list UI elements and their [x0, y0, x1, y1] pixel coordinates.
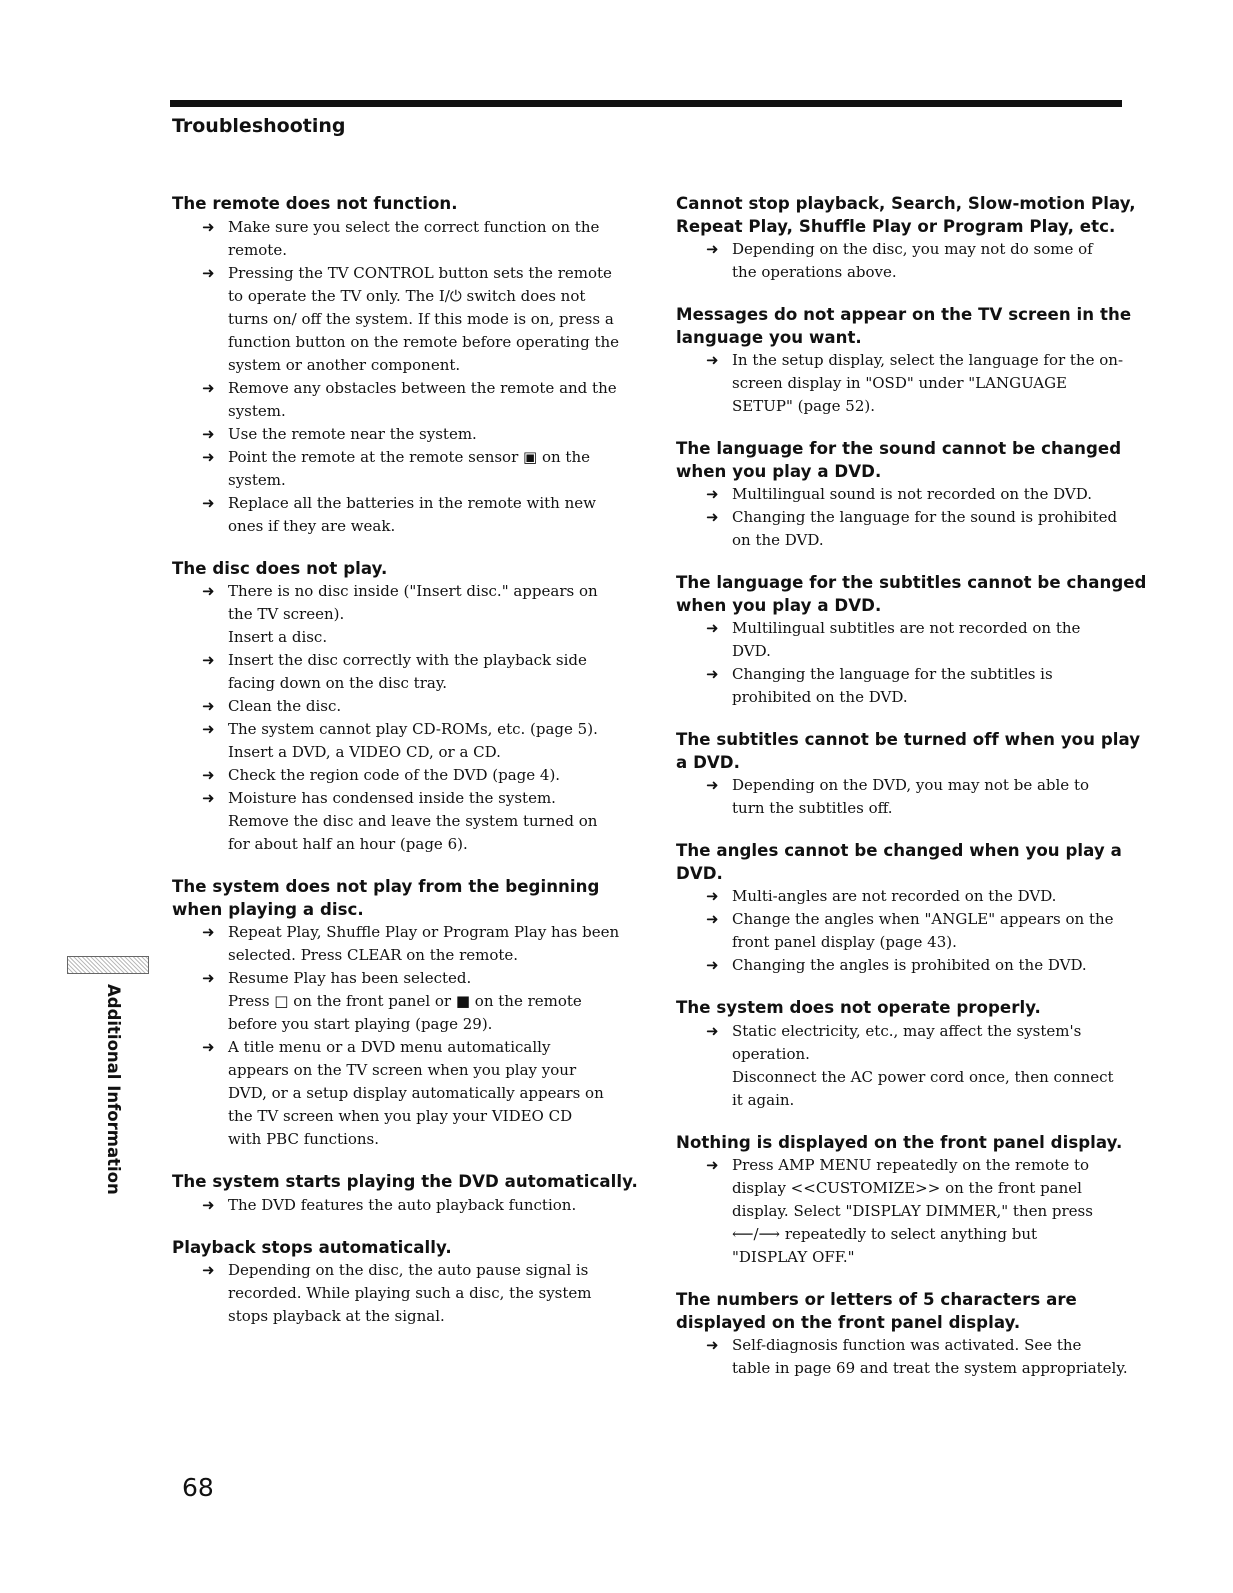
troubleshooting-topic	[676, 193, 1146, 284]
heading-line: The numbers or letters of 5 characters are	[676, 1290, 1077, 1309]
remedy-line: front panel display (page 43).	[732, 933, 957, 951]
remedy-line: Insert the disc correctly with the playback side	[228, 651, 587, 669]
remedy-line: Replace all the batteries in the remote with new	[228, 493, 596, 512]
remedy-item	[172, 764, 642, 787]
remedy-line: Remove the disc and leave the system turned on	[228, 812, 598, 830]
right-arrow-icon: ➜	[202, 651, 215, 669]
remedy-list	[676, 774, 1146, 820]
topic-heading	[676, 438, 1146, 483]
remedy-line: Changing the language for the subtitles is	[732, 665, 1053, 683]
remedy-line: on the DVD.	[732, 531, 824, 549]
remedy-list	[676, 349, 1146, 418]
remedy-item	[676, 908, 1146, 954]
right-arrow-icon: ➜	[202, 493, 215, 512]
remedy-item	[676, 954, 1146, 977]
remedy-line: Changing the language for the sound is prohibited	[732, 508, 1118, 526]
remedy-line: Multilingual subtitles are not recorded on the	[732, 619, 1081, 637]
remedy-line: ones if they are weak.	[228, 516, 396, 535]
heading-line: The system does not play from the beginning	[172, 877, 600, 896]
section-title: Troubleshooting	[172, 115, 346, 137]
remedy-line: appears on the TV screen when you play your	[228, 1061, 577, 1079]
remedy-line: Depending on the disc, you may not do some of	[732, 240, 1093, 258]
remedy-list	[172, 216, 642, 538]
remedy-line: the TV screen).	[228, 605, 345, 623]
heading-line: when you play a DVD.	[676, 461, 882, 481]
remedy-line: Check the region code of the DVD (page 4).	[228, 766, 561, 784]
remedy-line: facing down on the disc tray.	[228, 674, 448, 692]
remedy-line: recorded. While playing such a disc, the system	[228, 1284, 592, 1302]
remedy-line: Multi-angles are not recorded on the DVD.	[732, 887, 1057, 905]
heading-line: DVD.	[676, 863, 723, 883]
heading-line: The system does not operate properly.	[676, 998, 1041, 1017]
remedy-line: display. Select "DISPLAY DIMMER," then press	[732, 1202, 1093, 1220]
remedy-line: DVD.	[732, 642, 771, 660]
remedy-item	[676, 506, 1146, 552]
remedy-item	[172, 921, 642, 967]
topic-heading	[676, 997, 1146, 1020]
remedy-item	[676, 617, 1146, 663]
remedy-list	[676, 238, 1146, 284]
topic-heading	[172, 558, 642, 581]
remedy-line: Pressing the TV CONTROL button sets the remote	[228, 263, 612, 282]
right-arrow-icon: ➜	[202, 582, 215, 600]
heading-line: The remote does not function.	[172, 194, 458, 213]
remedy-line: stops playback at the signal.	[228, 1307, 445, 1325]
heading-line: Cannot stop playback, Search, Slow-motion Play,	[676, 194, 1136, 213]
remedy-line: remote.	[228, 240, 287, 259]
heading-line: displayed on the front panel display.	[676, 1312, 1021, 1332]
remedy-item	[676, 1334, 1146, 1380]
remedy-line: the operations above.	[732, 263, 897, 281]
heading-line: Nothing is displayed on the front panel display.	[676, 1132, 1123, 1152]
troubleshooting-topic	[172, 193, 642, 538]
remedy-item	[172, 262, 642, 377]
right-arrow-icon: ➜	[202, 720, 215, 738]
remedy-list	[676, 885, 1146, 977]
right-arrow-icon: ➜	[706, 1156, 719, 1174]
remedy-item	[172, 695, 642, 718]
remedy-line: Point the remote at the remote sensor ▣ on the	[228, 447, 590, 466]
remedy-line: table in page 69 and treat the system appropriately.	[732, 1359, 1128, 1377]
remedy-line: system.	[228, 401, 286, 420]
right-arrow-icon: ➜	[202, 1261, 215, 1279]
remedy-item	[676, 483, 1146, 506]
remedy-line: The system cannot play CD-ROMs, etc. (page 5).	[228, 720, 598, 738]
right-arrow-icon: ➜	[202, 1038, 215, 1056]
remedy-list	[676, 1154, 1146, 1269]
remedy-line: DVD, or a setup display automatically appears on	[228, 1084, 604, 1102]
remedy-item	[172, 580, 642, 649]
remedy-item	[676, 774, 1146, 820]
right-arrow-icon: ➜	[202, 424, 215, 443]
remedy-line: Press AMP MENU repeatedly on the remote to	[732, 1156, 1090, 1174]
remedy-line: Remove any obstacles between the remote and the	[228, 378, 617, 397]
remedy-line: Insert a DVD, a VIDEO CD, or a CD.	[228, 743, 501, 761]
remedy-list	[172, 921, 642, 1151]
topic-heading	[172, 876, 642, 921]
remedy-line: function button on the remote before operating the	[228, 332, 620, 351]
remedy-item	[172, 1194, 642, 1217]
troubleshooting-topic	[676, 729, 1146, 820]
remedy-line: Clean the disc.	[228, 697, 342, 715]
remedy-line: A title menu or a DVD menu automatically	[228, 1038, 551, 1056]
side-tab-marker	[67, 956, 149, 974]
remedy-line: Depending on the disc, the auto pause signal is	[228, 1261, 589, 1279]
remedy-line: Repeat Play, Shuffle Play or Program Play has been	[228, 923, 620, 941]
right-arrow-icon: ➜	[706, 910, 719, 928]
remedy-line: ⟵/⟶ repeatedly to select anything but	[732, 1225, 1038, 1243]
topic-heading	[172, 1171, 642, 1194]
remedy-item	[172, 718, 642, 764]
heading-line: Playback stops automatically.	[172, 1237, 452, 1257]
remedy-line: system or another component.	[228, 355, 461, 374]
right-arrow-icon: ➜	[706, 665, 719, 683]
remedy-item	[172, 967, 642, 1036]
troubleshooting-topic	[172, 1171, 642, 1217]
troubleshooting-topic	[676, 572, 1146, 709]
remedy-line: There is no disc inside ("Insert disc." appears on	[228, 582, 598, 600]
troubleshooting-topic	[676, 1132, 1146, 1270]
remedy-line: Disconnect the AC power cord once, then connect	[732, 1067, 1114, 1086]
remedy-list	[172, 1194, 642, 1217]
remedy-line: for about half an hour (page 6).	[228, 835, 468, 853]
right-arrow-icon: ➜	[706, 240, 719, 258]
remedy-item	[172, 649, 642, 695]
right-column	[676, 193, 1146, 1400]
remedy-line: with PBC functions.	[228, 1130, 379, 1148]
heading-line: The angles cannot be changed when you play a	[676, 841, 1122, 860]
remedy-item	[172, 787, 642, 856]
right-arrow-icon: ➜	[706, 1021, 719, 1040]
remedy-line: Make sure you select the correct function on the	[228, 217, 600, 236]
topic-heading	[676, 1289, 1146, 1334]
heading-line: when playing a disc.	[172, 899, 364, 919]
right-arrow-icon: ➜	[706, 508, 719, 526]
right-arrow-icon: ➜	[706, 485, 719, 503]
remedy-item	[172, 1036, 642, 1151]
heading-line: when you play a DVD.	[676, 595, 882, 615]
remedy-line: display <<CUSTOMIZE>> on the front panel	[732, 1179, 1082, 1197]
remedy-item	[676, 663, 1146, 709]
topic-heading	[676, 840, 1146, 885]
topic-heading	[172, 1237, 642, 1260]
remedy-item	[676, 1154, 1146, 1269]
remedy-line: In the setup display, select the language for the on-	[732, 351, 1124, 369]
remedy-line: before you start playing (page 29).	[228, 1015, 493, 1033]
remedy-line: it again.	[732, 1090, 795, 1109]
right-arrow-icon: ➜	[202, 766, 215, 784]
topic-heading	[172, 193, 642, 216]
remedy-item	[172, 216, 642, 262]
remedy-line: SETUP" (page 52).	[732, 397, 875, 415]
remedy-line: turn the subtitles off.	[732, 799, 893, 817]
heading-line: The system starts playing the DVD automatically.	[172, 1172, 638, 1191]
troubleshooting-topic	[172, 876, 642, 1151]
header-rule	[170, 100, 1122, 107]
remedy-line: Change the angles when "ANGLE" appears on the	[732, 910, 1114, 928]
remedy-list	[172, 1259, 642, 1328]
remedy-item	[172, 1259, 642, 1328]
remedy-line: to operate the TV only. The I/⏻ switch does not	[228, 286, 586, 305]
troubleshooting-topic	[172, 558, 642, 857]
remedy-line: Resume Play has been selected.	[228, 969, 472, 987]
right-arrow-icon: ➜	[706, 351, 719, 369]
remedy-line: Insert a disc.	[228, 628, 328, 646]
troubleshooting-topic	[676, 304, 1146, 418]
troubleshooting-topic	[172, 1237, 642, 1329]
right-arrow-icon: ➜	[202, 697, 215, 715]
heading-line: The language for the sound cannot be changed	[676, 439, 1122, 458]
right-arrow-icon: ➜	[706, 1336, 719, 1354]
remedy-list	[172, 580, 642, 856]
page-number: 68	[182, 1473, 214, 1502]
remedy-line: Multilingual sound is not recorded on the DVD.	[732, 485, 1092, 503]
right-arrow-icon: ➜	[202, 1195, 215, 1214]
right-arrow-icon: ➜	[202, 447, 215, 466]
remedy-line: screen display in "OSD" under "LANGUAGE	[732, 374, 1068, 392]
remedy-line: system.	[228, 470, 286, 489]
heading-line: language you want.	[676, 327, 862, 347]
remedy-line: prohibited on the DVD.	[732, 688, 908, 706]
right-arrow-icon: ➜	[202, 217, 215, 236]
topic-heading	[676, 729, 1146, 774]
troubleshooting-topic	[676, 840, 1146, 977]
remedy-list	[676, 1334, 1146, 1380]
topic-heading	[676, 193, 1146, 238]
heading-line: a DVD.	[676, 752, 740, 772]
right-arrow-icon: ➜	[202, 789, 215, 807]
remedy-line: "DISPLAY OFF."	[732, 1248, 855, 1266]
remedy-line: Depending on the DVD, you may not be able to	[732, 776, 1090, 794]
remedy-line: selected. Press CLEAR on the remote.	[228, 946, 519, 964]
remedy-item	[676, 238, 1146, 284]
right-arrow-icon: ➜	[706, 956, 719, 974]
remedy-list	[676, 617, 1146, 709]
right-arrow-icon: ➜	[202, 969, 215, 987]
topic-heading	[676, 572, 1146, 617]
topic-heading	[676, 304, 1146, 349]
remedy-line: Static electricity, etc., may affect the system's	[732, 1021, 1082, 1040]
right-arrow-icon: ➜	[202, 263, 215, 282]
troubleshooting-topic	[676, 1289, 1146, 1380]
remedy-line: Moisture has condensed inside the system.	[228, 789, 556, 807]
troubleshooting-topic	[676, 997, 1146, 1112]
remedy-line: Changing the angles is prohibited on the DVD.	[732, 956, 1087, 974]
right-arrow-icon: ➜	[706, 776, 719, 794]
remedy-list	[676, 483, 1146, 552]
remedy-line: Use the remote near the system.	[228, 424, 477, 443]
remedy-line: the TV screen when you play your VIDEO CD	[228, 1107, 573, 1125]
heading-line: The disc does not play.	[172, 558, 388, 578]
remedy-line: Self-diagnosis function was activated. See the	[732, 1336, 1082, 1354]
topic-heading	[676, 1132, 1146, 1155]
remedy-list	[676, 1020, 1146, 1112]
remedy-item	[172, 423, 642, 446]
right-arrow-icon: ➜	[202, 378, 215, 397]
heading-line: The language for the subtitles cannot be changed	[676, 573, 1147, 592]
right-arrow-icon: ➜	[202, 923, 215, 941]
left-column	[172, 193, 642, 1348]
remedy-item	[676, 349, 1146, 418]
heading-line: The subtitles cannot be turned off when you play	[676, 730, 1141, 749]
remedy-item	[676, 885, 1146, 908]
troubleshooting-topic	[676, 438, 1146, 552]
remedy-item	[172, 446, 642, 492]
side-tab-label: Additional Information	[104, 984, 123, 1195]
heading-line: Messages do not appear on the TV screen in the	[676, 305, 1132, 324]
right-arrow-icon: ➜	[706, 887, 719, 905]
heading-line: Repeat Play, Shuffle Play or Program Play, etc.	[676, 216, 1116, 236]
remedy-item	[172, 377, 642, 423]
remedy-line: operation.	[732, 1044, 810, 1063]
remedy-item	[676, 1020, 1146, 1112]
right-arrow-icon: ➜	[706, 619, 719, 637]
remedy-line: turns on/ off the system. If this mode is on, press a	[228, 309, 614, 328]
remedy-item	[172, 492, 642, 538]
remedy-line: The DVD features the auto playback function.	[228, 1195, 577, 1214]
remedy-line: Press □ on the front panel or ■ on the remote	[228, 992, 582, 1010]
